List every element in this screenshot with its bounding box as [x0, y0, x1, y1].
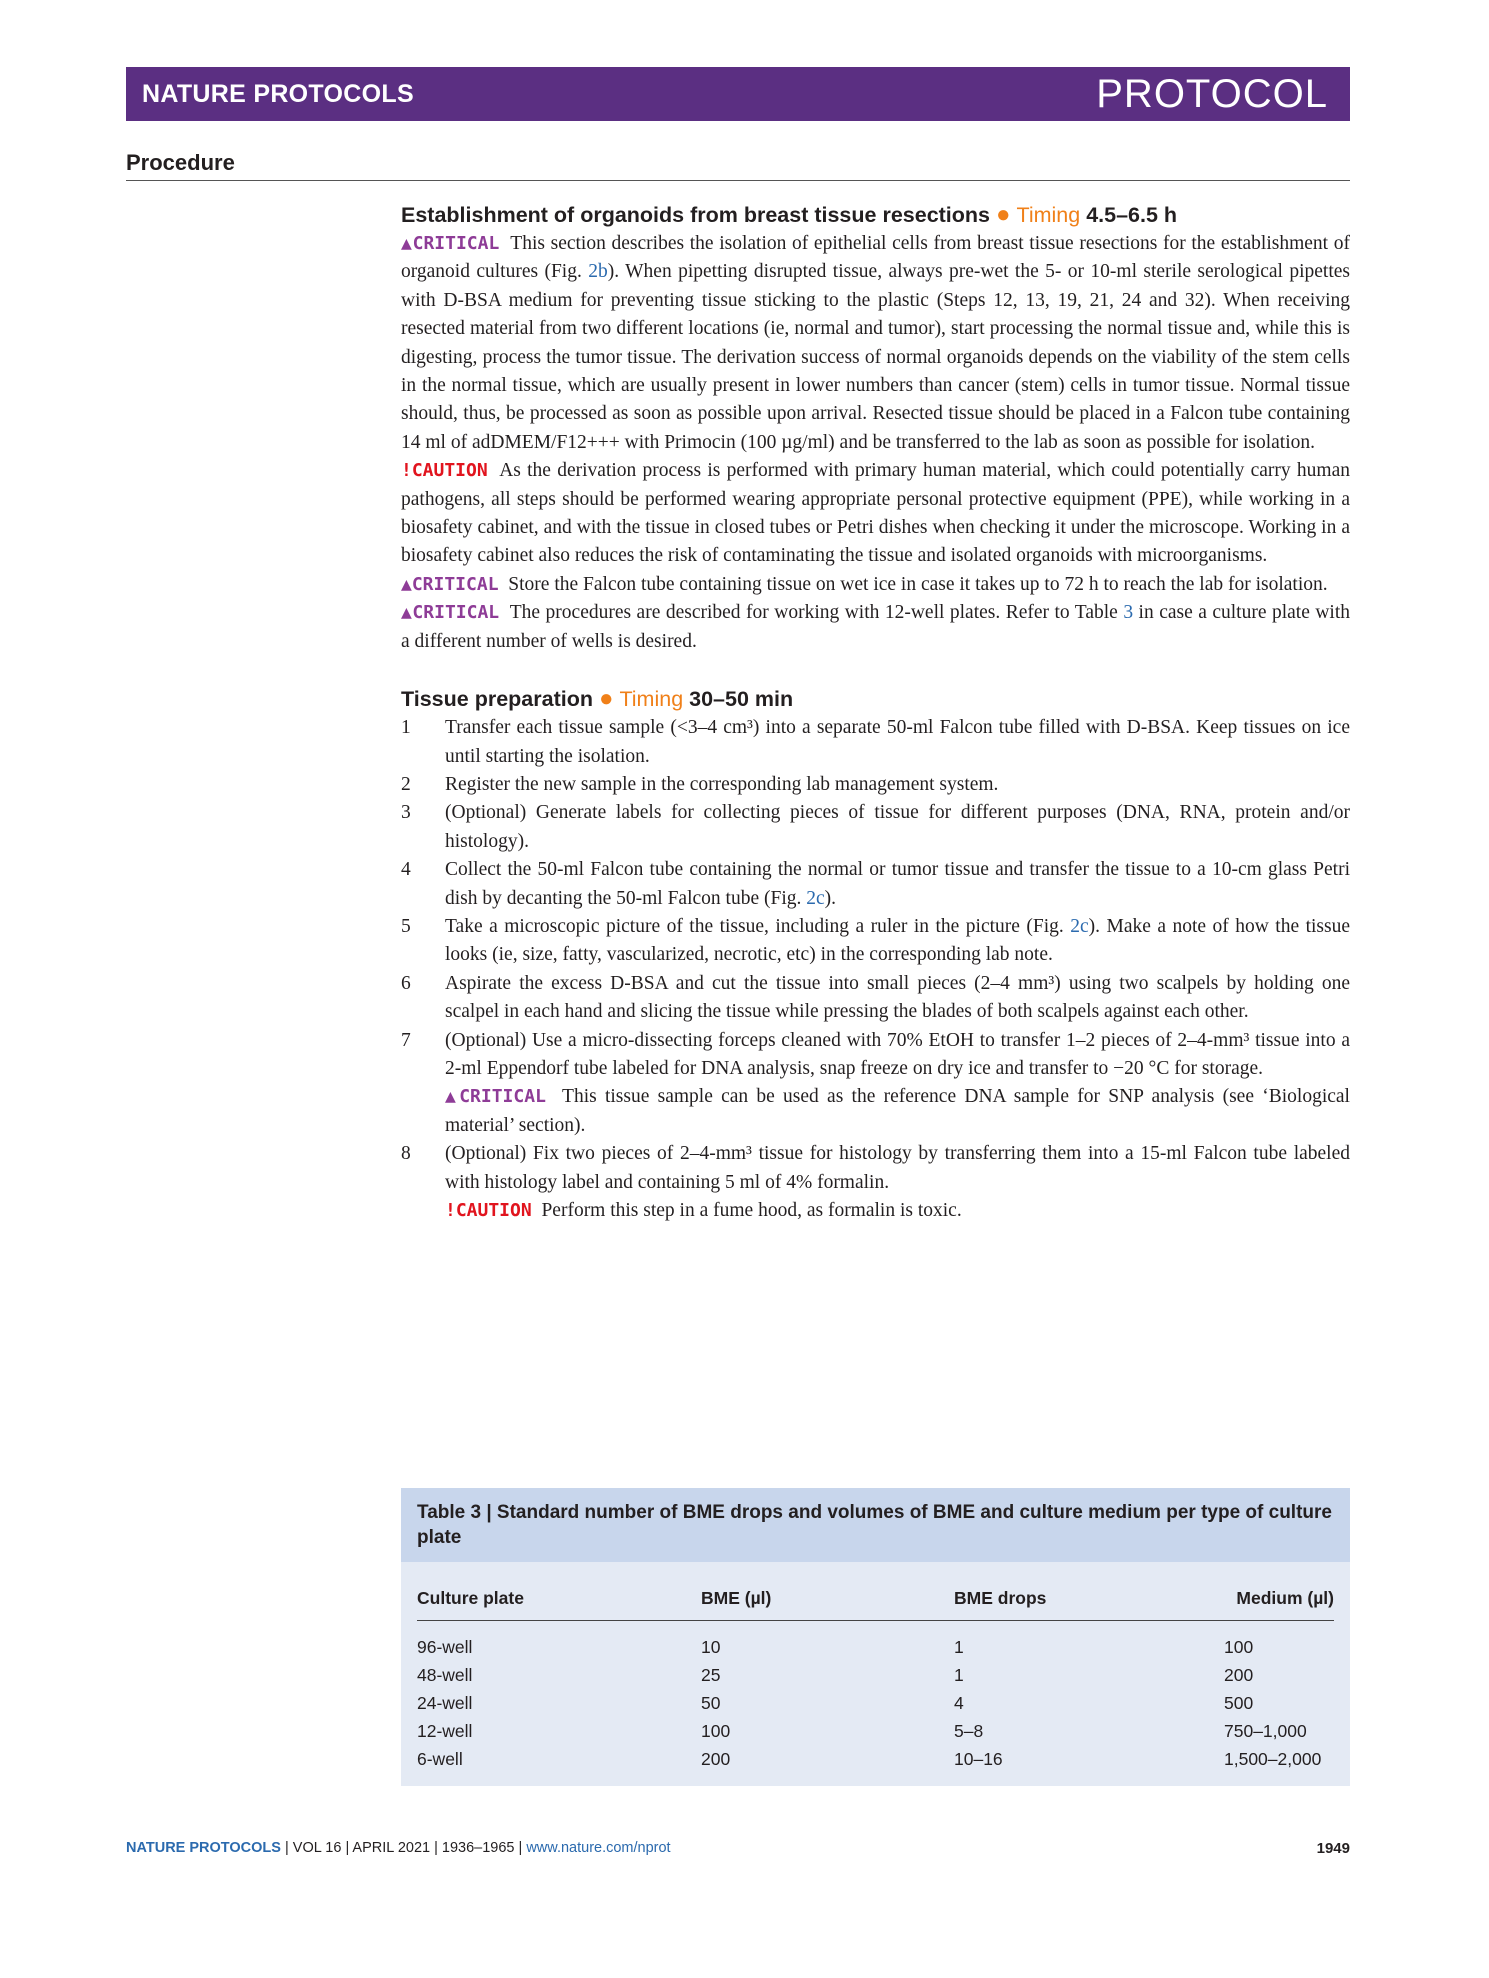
cell-drops: 4 [954, 1693, 964, 1713]
journal-banner [126, 67, 1350, 121]
critical-text: This tissue sample can be used as the reference DNA sample for SNP analysis (see ‘Biological material’ section). [445, 1086, 1350, 1136]
timing-dot-icon: ● [598, 685, 614, 713]
step-text: Transfer each tissue sample (<3–4 cm³) into a separate 50-ml Falcon tube filled with D-BSA. Keep tissues on ice until starting the isolation. [445, 717, 1350, 767]
step-number: 6 [401, 972, 411, 994]
cell-plate: 12-well [417, 1721, 473, 1741]
journal-name: NATURE PROTOCOLS [142, 80, 414, 108]
table-row [401, 1665, 1350, 1693]
critical-text: This section describes the isolation of epithelial cells from breast tissue resections for the establishment of organoid cultures (Fig. [401, 233, 1350, 283]
cell-drops: 5–8 [954, 1721, 984, 1741]
cell-bme: 100 [701, 1721, 731, 1741]
table-caption: Table 3 | Standard number of BME drops and volumes of BME and culture medium per type of culture plate [401, 1488, 1350, 1562]
step-text-cont: ). Make a note of how the tissue looks (ie, size, fatty, vascularized, necrotic, etc) in the corresponding lab note. [445, 915, 1351, 966]
cell-drops: 10–16 [954, 1749, 1003, 1769]
cell-plate: 24-well [417, 1693, 473, 1713]
procedure-step [401, 771, 1350, 799]
cell-plate: 48-well [417, 1665, 473, 1685]
cell-medium: 100 [1224, 1637, 1254, 1657]
caution-text: As the derivation process is performed with primary human material, which could potentially carry human pathogens, all steps should be performed wearing appropriate personal protective equipment (PPE), while working in a biosafety cabinet, and with the tissue in closed tubes or Petri dishes when checking it under the microscope. Working in a biosafety cabinet also reduces the risk of contaminating the tissue and isolated organoids with microorganisms. [401, 460, 1350, 567]
cell-medium: 200 [1224, 1665, 1254, 1685]
step-text: Take a microscopic picture of the tissue, including a ruler in the picture (Fig. [445, 915, 1064, 937]
figure-link[interactable]: 2b [588, 261, 608, 283]
section-title: Tissue preparation [401, 687, 593, 712]
critical-note [401, 230, 1350, 457]
procedure-step [401, 799, 1350, 856]
section-title: Establishment of organoids from breast tissue resections [401, 203, 991, 227]
table-header-culture-plate: Culture plate [417, 1588, 524, 1608]
procedure-heading: Procedure [126, 150, 235, 175]
critical-label: ▲CRITICAL [445, 1086, 546, 1108]
table-row [401, 1721, 1350, 1749]
procedure-step [401, 714, 1350, 771]
step-text: Aspirate the excess D-BSA and cut the tissue into small pieces (2–4 mm³) using two scalpels by holding one scalpel in each hand and slicing the tissue while pressing the blades of both scalpels against each other. [445, 972, 1350, 1023]
table-header-medium: Medium (µl) [1236, 1588, 1334, 1608]
procedure-body [401, 200, 1350, 1225]
critical-label: ▲CRITICAL [401, 573, 499, 595]
critical-text-cont: ). When pipetting disrupted tissue, always pre-wet the 5- or 10-ml sterile serological pipettes with D-BSA medium for preventing tissue sticking to the plastic (Steps 12, 13, 19, 21, 24 and 32). When receiving resected material from two different locations (ie, normal and tumor), start processing the normal tissue and, while this is digesting, process the tumor tissue. The derivation success of normal organoids depends on the viability of the stem cells in the normal tissue, which are usually present in lower numbers than cancer (stem) cells in tumor tissue. Normal tissue should, thus, be processed as soon as possible upon arrival. Resected tissue should be placed in a Falcon tube containing 14 ml of adDMEM/F12+++ with Primocin (100 µg/ml) and be transferred to the lab as soon as possible for isolation. [401, 261, 1351, 453]
critical-note [401, 571, 1350, 599]
table-header-bme-drops: BME drops [954, 1588, 1047, 1608]
table-header-bme-volume: BME (µl) [701, 1588, 772, 1608]
step-number: 4 [401, 859, 411, 881]
step-critical-note [445, 1083, 1350, 1140]
table-link[interactable]: 3 [1123, 602, 1134, 624]
step-text: (Optional) Generate labels for collecting pieces of tissue for different purposes (DNA, RNA, protein and/or histology). [445, 802, 1350, 852]
step-text: Register the new sample in the corresponding lab management system. [445, 773, 999, 795]
critical-text: The procedures are described for working with 12-well plates. Refer to Table [509, 602, 1118, 624]
cell-bme: 10 [701, 1637, 721, 1657]
critical-label: ▲CRITICAL [401, 233, 500, 254]
step-number: 7 [401, 1029, 411, 1051]
step-text-cont: ). [824, 887, 837, 909]
step-number: 5 [401, 915, 411, 937]
step-number: 1 [401, 717, 411, 739]
caution-label: !CAUTION [445, 1200, 532, 1221]
figure-link[interactable]: 2c [806, 887, 825, 909]
step-number: 8 [401, 1143, 411, 1165]
table-row [401, 1637, 1350, 1665]
step-number: 2 [401, 773, 411, 795]
procedure-step [401, 1140, 1350, 1225]
cell-bme: 200 [701, 1749, 731, 1769]
caution-text: Perform this step in a fume hood, as formalin is toxic. [541, 1200, 962, 1221]
section-establishment-heading [401, 200, 1350, 230]
cell-drops: 1 [954, 1637, 964, 1657]
timing-label: Timing [1016, 203, 1081, 227]
critical-note [401, 599, 1350, 656]
procedure-step [401, 970, 1350, 1027]
page-number: 1949 [1316, 1840, 1350, 1857]
critical-text: Store the Falcon tube containing tissue on wet ice in case it takes up to 72 h to reach the lab for isolation. [508, 573, 1328, 595]
figure-link[interactable]: 2c [1070, 915, 1089, 937]
cell-plate: 96-well [417, 1637, 473, 1657]
table-3 [401, 1488, 1350, 1786]
cell-medium: 1,500–2,000 [1224, 1749, 1322, 1769]
step-text: (Optional) Use a micro-dissecting forceps cleaned with 70% EtOH to transfer 1–2 pieces of 2–4-mm³ tissue into a 2-ml Eppendorf tube labeled for DNA analysis, snap freeze on dry ice and transfer to −20 °C for storage. [445, 1029, 1350, 1079]
page-footer [126, 1840, 1350, 1856]
step-text: (Optional) Fix two pieces of 2–4-mm³ tissue for histology by transferring them into a 15-ml Falcon tube labeled with histology label and containing 5 ml of 4% formalin. [445, 1143, 1350, 1193]
footer-journal: NATURE PROTOCOLS [126, 1840, 281, 1856]
table-row [401, 1693, 1350, 1721]
footer-citation: | VOL 16 | APRIL 2021 | 1936–1965 | [284, 1840, 523, 1856]
cell-bme: 25 [701, 1665, 721, 1685]
step-caution-note [445, 1197, 1350, 1225]
timing-value: 4.5–6.5 h [1086, 203, 1178, 227]
critical-text-cont: in case a culture plate with a different number of wells is desired. [401, 602, 1350, 652]
step-text: Collect the 50-ml Falcon tube containing the normal or tumor tissue and transfer the tissue to a 10-cm glass Petri dish by decanting the 50-ml Falcon tube (Fig. [445, 859, 1350, 909]
section-tissue-prep-heading [401, 684, 1350, 714]
cell-medium: 500 [1224, 1693, 1254, 1713]
table-header-rule [417, 1620, 1334, 1621]
step-number: 3 [401, 802, 411, 824]
caution-label: !CAUTION [401, 460, 488, 482]
timing-dot-icon: ● [996, 201, 1011, 228]
cell-medium: 750–1,000 [1224, 1721, 1307, 1741]
timing-value: 30–50 min [689, 687, 794, 712]
article-type: PROTOCOL [1096, 72, 1328, 116]
timing-label: Timing [619, 687, 684, 712]
procedure-step [401, 1027, 1350, 1141]
table-row [401, 1749, 1350, 1777]
procedure-step [401, 913, 1350, 970]
caution-note [401, 457, 1350, 571]
cell-plate: 6-well [417, 1749, 463, 1769]
cell-drops: 1 [954, 1665, 964, 1685]
footer-url-link[interactable]: www.nature.com/nprot [526, 1840, 671, 1856]
procedure-step [401, 856, 1350, 913]
procedure-divider [126, 180, 1350, 181]
critical-label: ▲CRITICAL [401, 602, 500, 624]
cell-bme: 50 [701, 1693, 721, 1713]
